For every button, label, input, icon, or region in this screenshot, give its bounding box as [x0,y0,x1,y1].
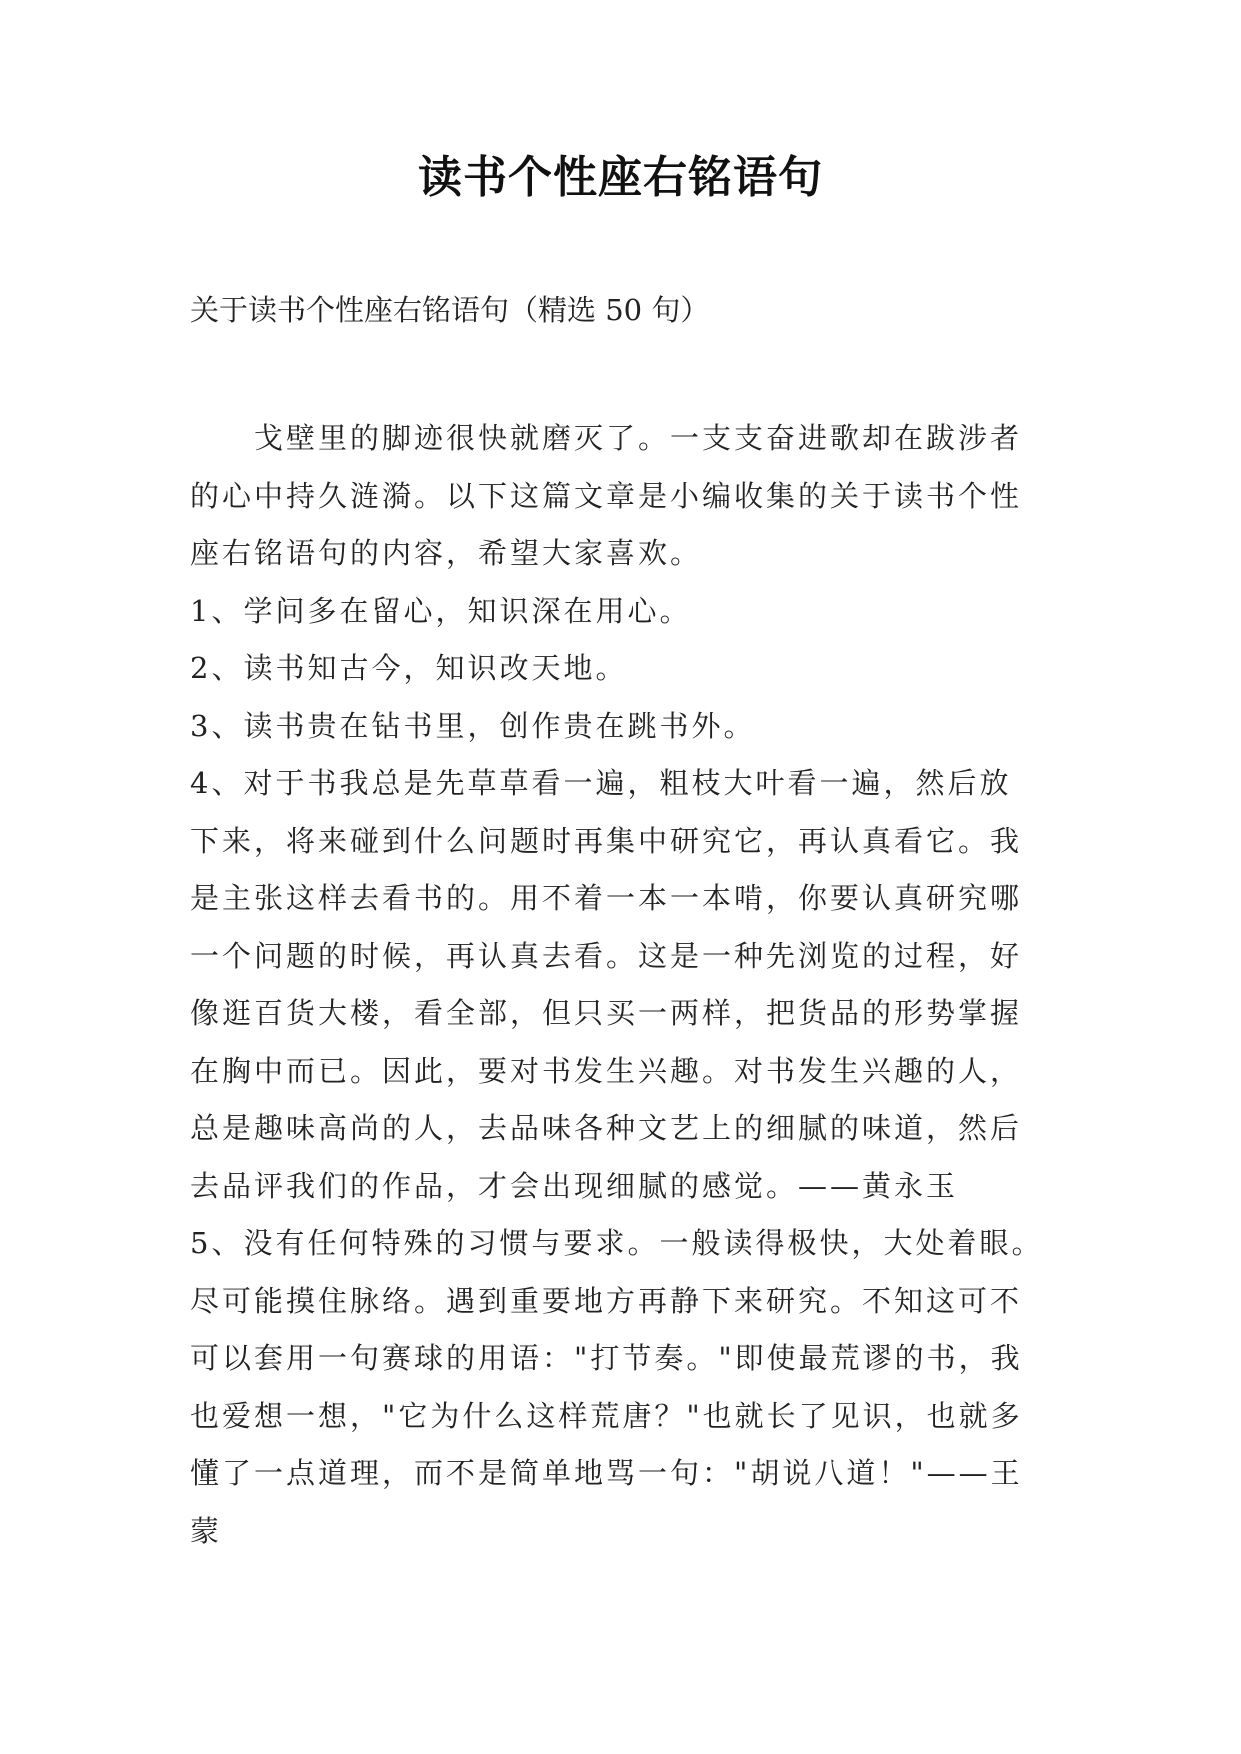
list-item: 2、读书知古今，知识改天地。 [190,651,628,685]
body-line: 一个问题的时候，再认真去看。这是一种先浏览的过程，好 [190,938,1023,973]
body-line: 也爱想一想，"它为什么这样荒唐？"也就长了见识，也就多 [190,1398,1023,1433]
list-item: 1、学问多在留心，知识深在用心。 [190,593,692,628]
list-item: 3、读书贵在钻书里，创作贵在跳书外。 [190,708,756,743]
document-subtitle: 关于读书个性座右铭语句（精选 50 句） [190,293,710,327]
body-line: 去品评我们的作品，才会出现细腻的感觉。——黄永玉 [190,1168,959,1203]
body-line: 下来，将来碰到什么问题时再集中研究它，再认真看它。我 [190,823,1023,858]
body-line: 像逛百货大楼，看全部，但只买一两样，把货品的形势掌握 [190,996,1023,1030]
body-line: 戈壁里的脚迹很快就磨灭了。一支支奋进歌却在跋涉者 [190,421,1023,455]
body-line: 尽可能摸住脉络。遇到重要地方再静下来研究。不知这可不 [190,1283,1023,1318]
body-line: 是主张这样去看书的。用不着一本一本啃，你要认真研究哪 [190,881,1023,915]
body-line: 在胸中而已。因此，要对书发生兴趣。对书发生兴趣的人， [190,1053,1023,1088]
body-line: 蒙 [190,1513,223,1548]
body-line: 可以套用一句赛球的用语："打节奏。"即使最荒谬的书，我 [190,1341,1023,1375]
list-item: 5、没有任何特殊的习惯与要求。一般读得极快，大处着眼。 [190,1226,1044,1260]
body-line: 座右铭语句的内容，希望大家喜欢。 [190,536,703,570]
list-item: 4、对于书我总是先草草看一遍，粗枝大叶看一遍，然后放 [190,766,1012,800]
body-line: 懂了一点道理，而不是简单地骂一句："胡说八道！"——王 [190,1456,1023,1490]
document-body [190,410,1070,1560]
body-line: 的心中持久涟漪。以下这篇文章是小编收集的关于读书个性 [190,478,1023,513]
body-line: 总是趣味高尚的人，去品味各种文艺上的细腻的味道，然后 [190,1111,1023,1145]
document-title: 读书个性座右铭语句 [418,152,823,203]
